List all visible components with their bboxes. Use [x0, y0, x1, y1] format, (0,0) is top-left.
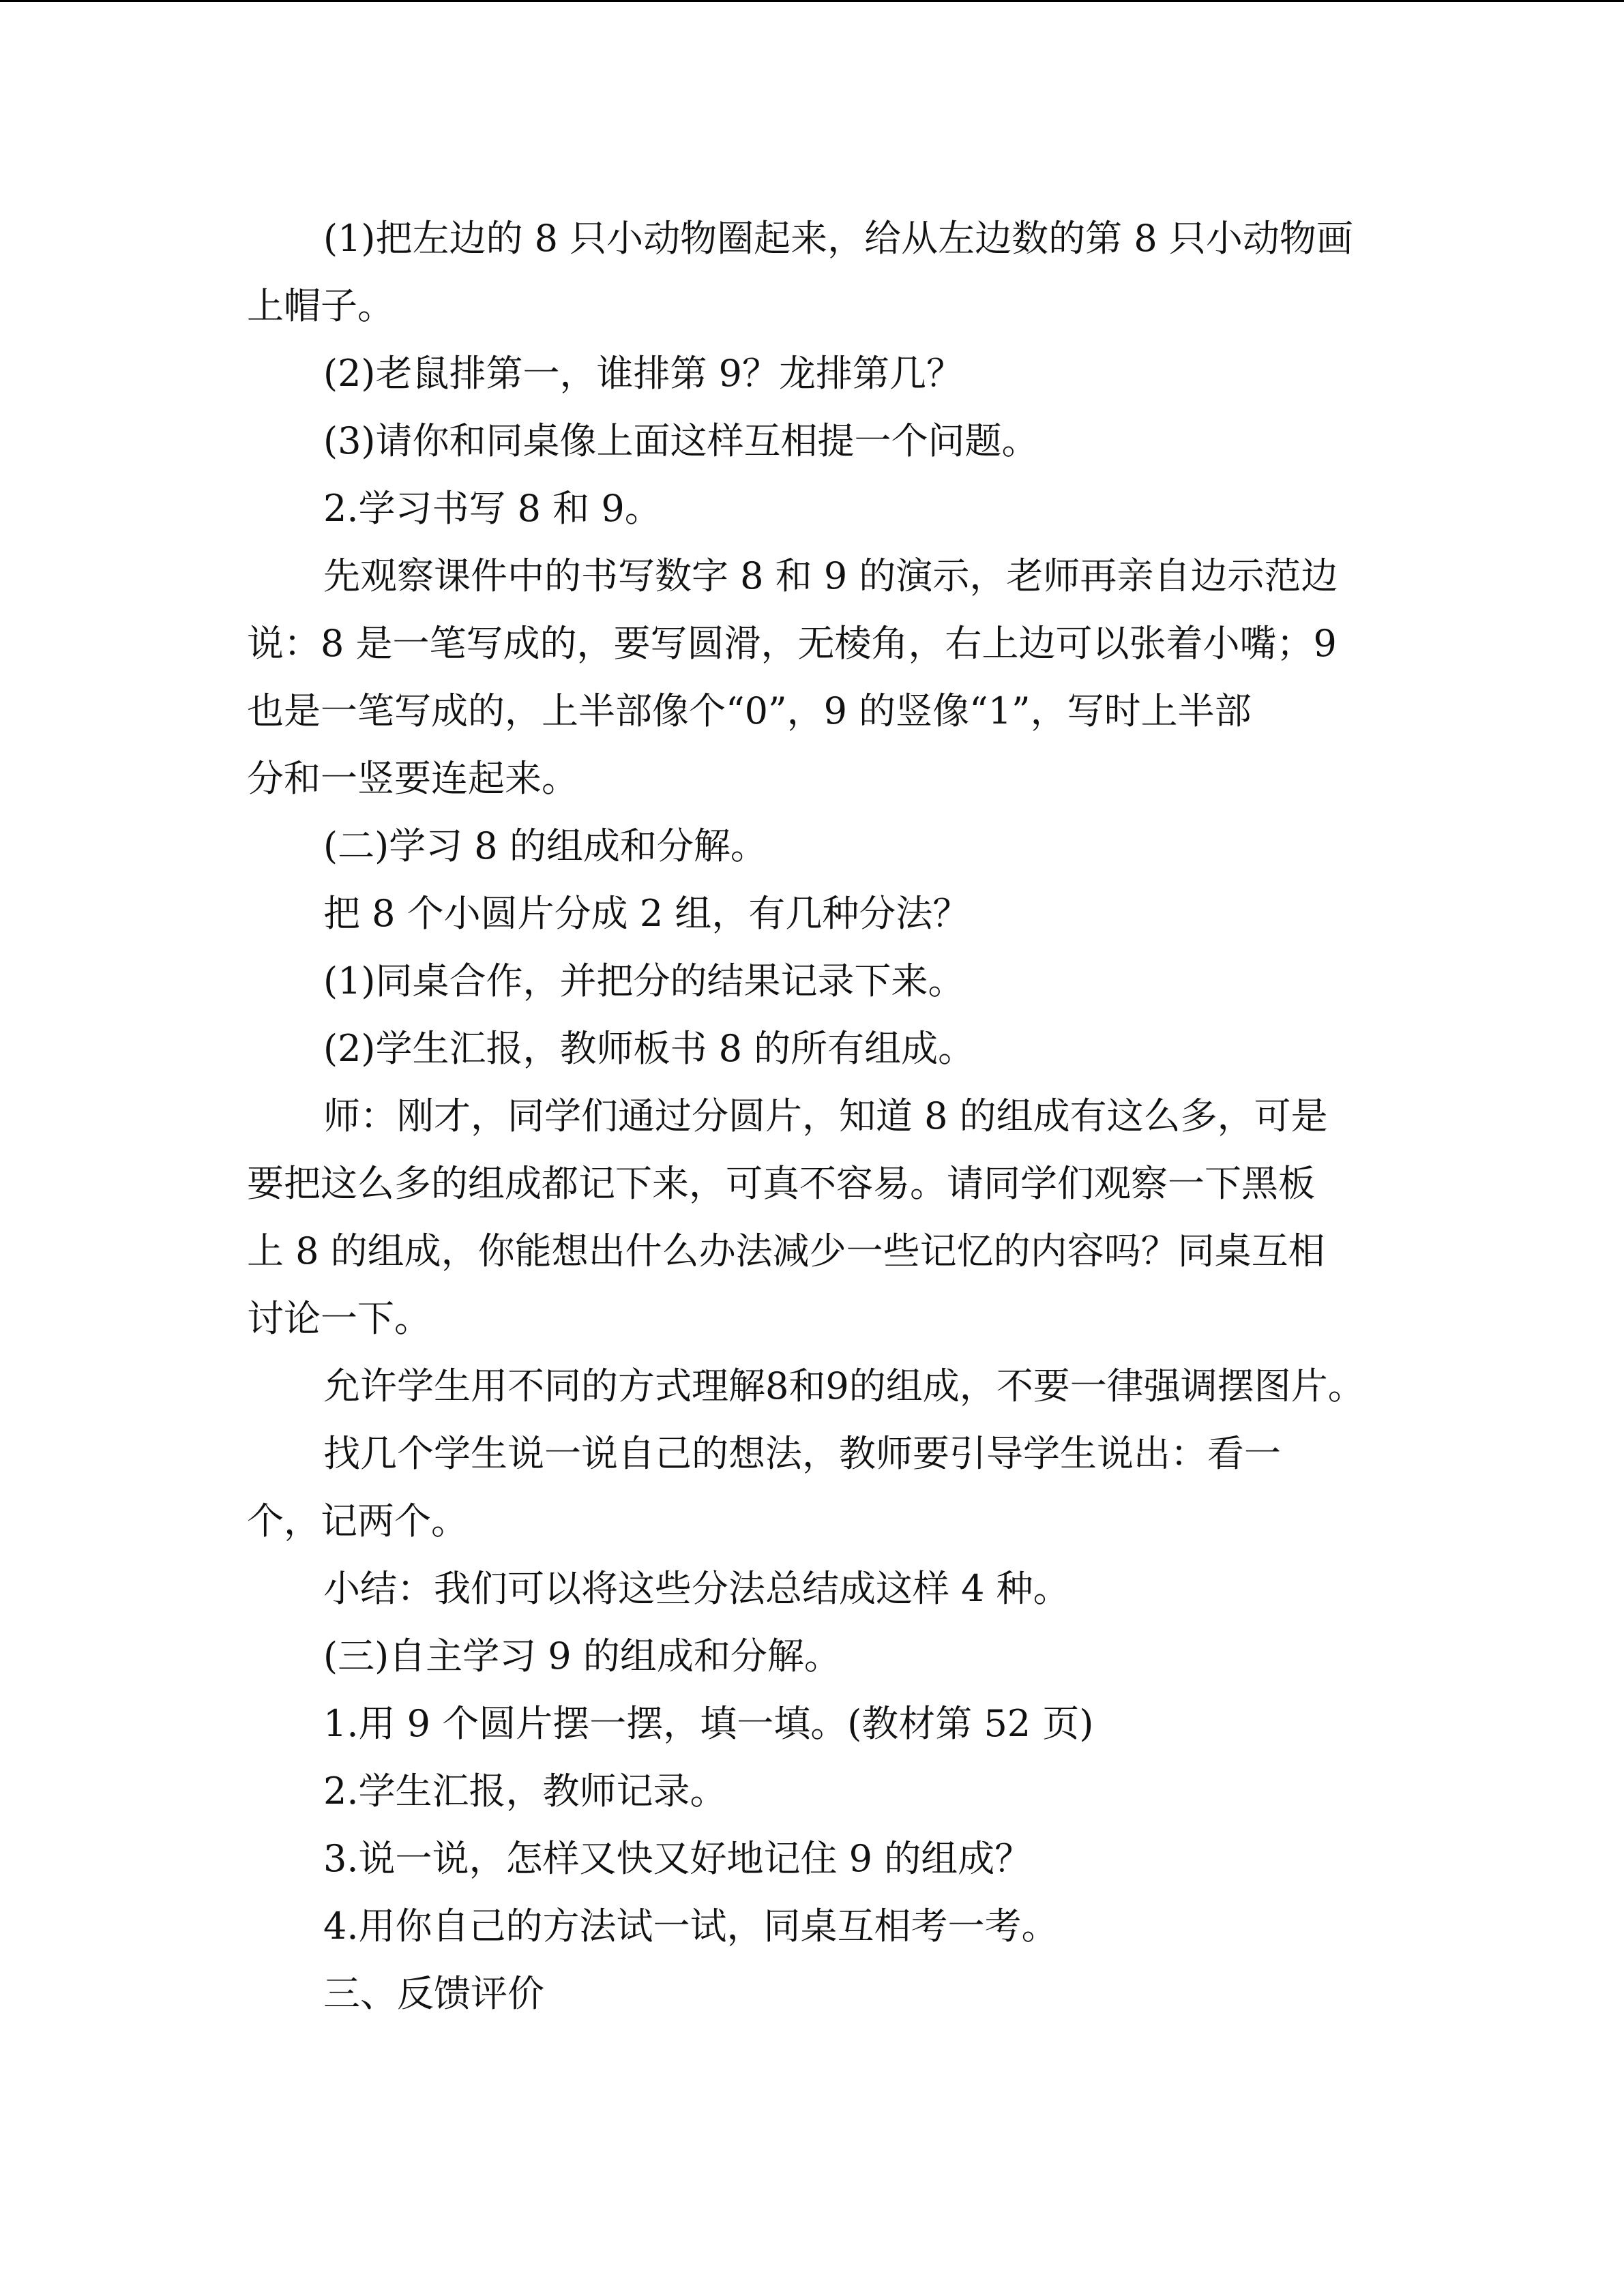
paragraph-line: 把 8 个小圆片分成 2 组，有几种分法？ [323, 892, 970, 935]
paragraph-line: 上 8 的组成，你能想出什么办法减少一些记忆的内容吗？同桌互相 [247, 1229, 1325, 1272]
paragraph-line: 分和一竖要连起来。 [247, 757, 578, 800]
section-heading: (三)自主学习 9 的组成和分解。 [323, 1635, 841, 1678]
document-body [247, 205, 1379, 2027]
paragraph-line: 允许学生用不同的方式理解8和9的组成，不要一律强调摆图片。 [323, 1365, 1365, 1407]
paragraph-line: (1)把左边的 8 只小动物圈起来，给从左边数的第 8 只小动物画 [323, 217, 1353, 260]
paragraph-line: 2.学生汇报，教师记录。 [323, 1770, 727, 1813]
paragraph-line: (3)请你和同桌像上面这样互相提一个问题。 [323, 419, 1039, 462]
paragraph-line: 要把这么多的组成都记下来，可真不容易。请同学们观察一下黑板 [247, 1162, 1315, 1205]
paragraph-line: 师：刚才，同学们通过分圆片，知道 8 的组成有这么多，可是 [323, 1094, 1328, 1137]
top-border-line [0, 0, 1624, 2]
paragraph-line: 说：8 是一笔写成的，要写圆滑，无棱角，右上边可以张着小嘴；9 [247, 622, 1337, 665]
section-heading: 2.学习书写 8 和 9。 [323, 487, 662, 530]
paragraph-line: 先观察课件中的书写数字 8 和 9 的演示，老师再亲自边示范边 [323, 554, 1338, 597]
paragraph-line: 小结：我们可以将这些分法总结成这样 4 种。 [323, 1567, 1070, 1610]
paragraph-line: 4.用你自己的方法试一试，同桌互相考一考。 [323, 1905, 1059, 1948]
paragraph-line: 找几个学生说一说自己的想法，教师要引导学生说出：看一 [323, 1432, 1281, 1475]
paragraph-line: 个，记两个。 [247, 1500, 468, 1542]
section-heading: 三、反馈评价 [323, 1972, 544, 2015]
section-heading: (二)学习 8 的组成和分解。 [323, 824, 767, 867]
paragraph-line: 1.用 9 个圆片摆一摆，填一填。(教材第 52 页) [323, 1702, 1094, 1745]
paragraph-line: (2)老鼠排第一，谁排第 9？龙排第几？ [323, 352, 964, 395]
paragraph-line: (2)学生汇报，教师板书 8 的所有组成。 [323, 1027, 975, 1070]
paragraph-line: 讨论一下。 [247, 1297, 431, 1340]
paragraph-line: 也是一笔写成的，上半部像个“0”，9 的竖像“1”，写时上半部 [247, 689, 1252, 732]
paragraph-line: 上帽子。 [247, 284, 394, 327]
paragraph-line: 3.说一说，怎样又快又好地记住 9 的组成？ [323, 1837, 1032, 1880]
paragraph-line: (1)同桌合作，并把分的结果记录下来。 [323, 959, 965, 1002]
